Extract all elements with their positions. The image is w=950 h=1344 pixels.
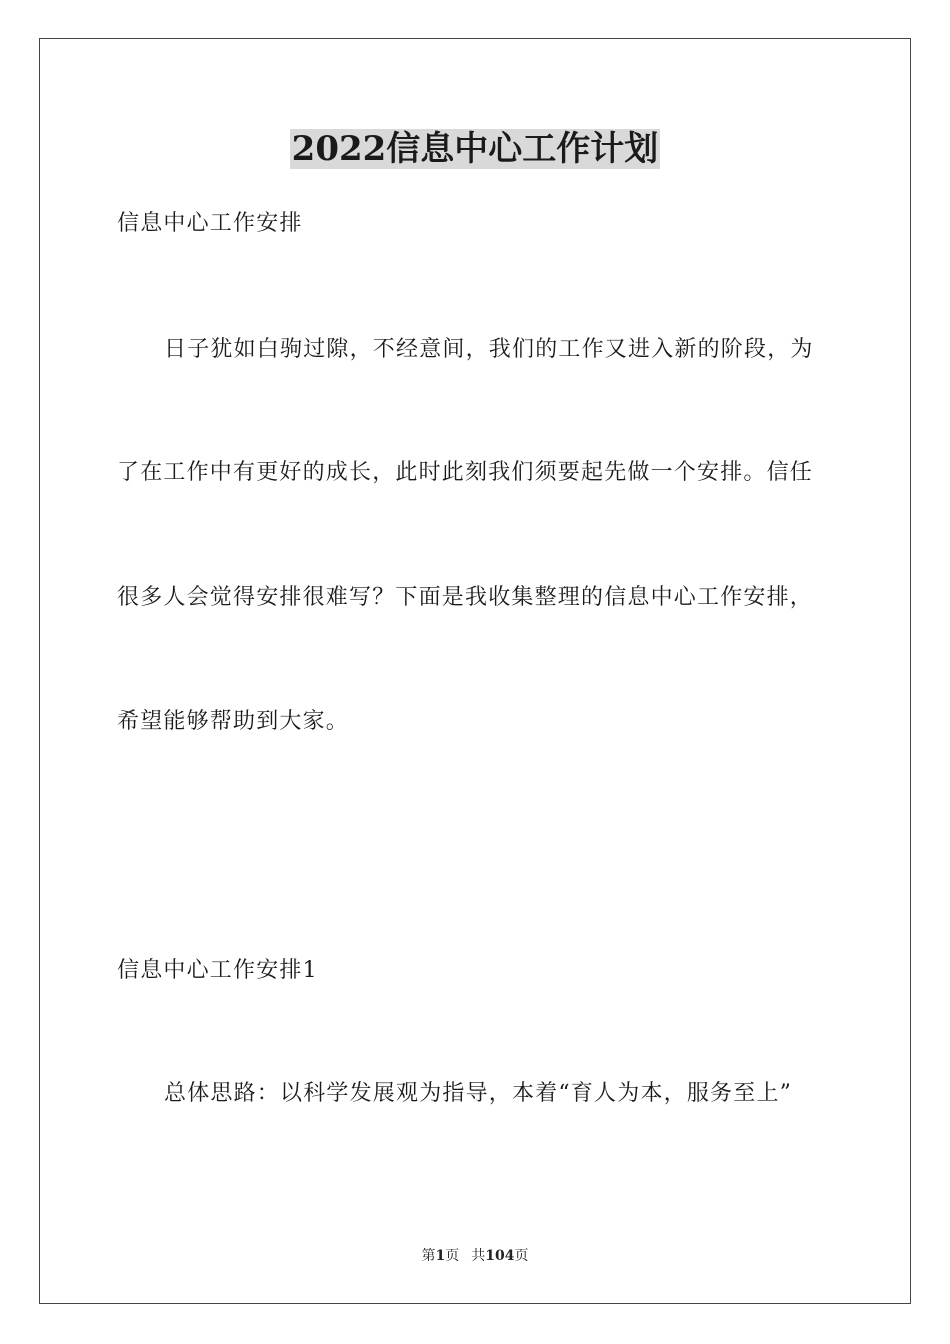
paragraph-line: 总体思路：以科学发展观为指导，本着“育人为本，服务至上”: [164, 1081, 793, 1106]
total-prefix: 共: [471, 1248, 486, 1264]
paragraph-line: 日子犹如白驹过隙，不经意间，我们的工作又进入新的阶段，为: [164, 337, 814, 362]
section-heading-main: 信息中心工作安排: [117, 211, 303, 236]
total-suffix: 页: [514, 1248, 529, 1264]
section-heading-1: 信息中心工作安排1: [117, 958, 318, 983]
total-page-count: 104: [485, 1248, 515, 1264]
paragraph-line: 希望能够帮助到大家。: [117, 709, 350, 734]
document-title: [0, 124, 950, 174]
page-prefix: 第: [421, 1248, 436, 1264]
page-footer: [0, 1246, 950, 1266]
current-page-number: 1: [435, 1248, 446, 1264]
title-text: 2022信息中心工作计划: [291, 129, 659, 169]
page-suffix: 页: [445, 1248, 460, 1264]
paragraph-line: 了在工作中有更好的成长，此时此刻我们须要起先做一个安排。信任: [117, 460, 814, 485]
paragraph-line: 很多人会觉得安排很难写？下面是我收集整理的信息中心工作安排，: [117, 585, 814, 610]
